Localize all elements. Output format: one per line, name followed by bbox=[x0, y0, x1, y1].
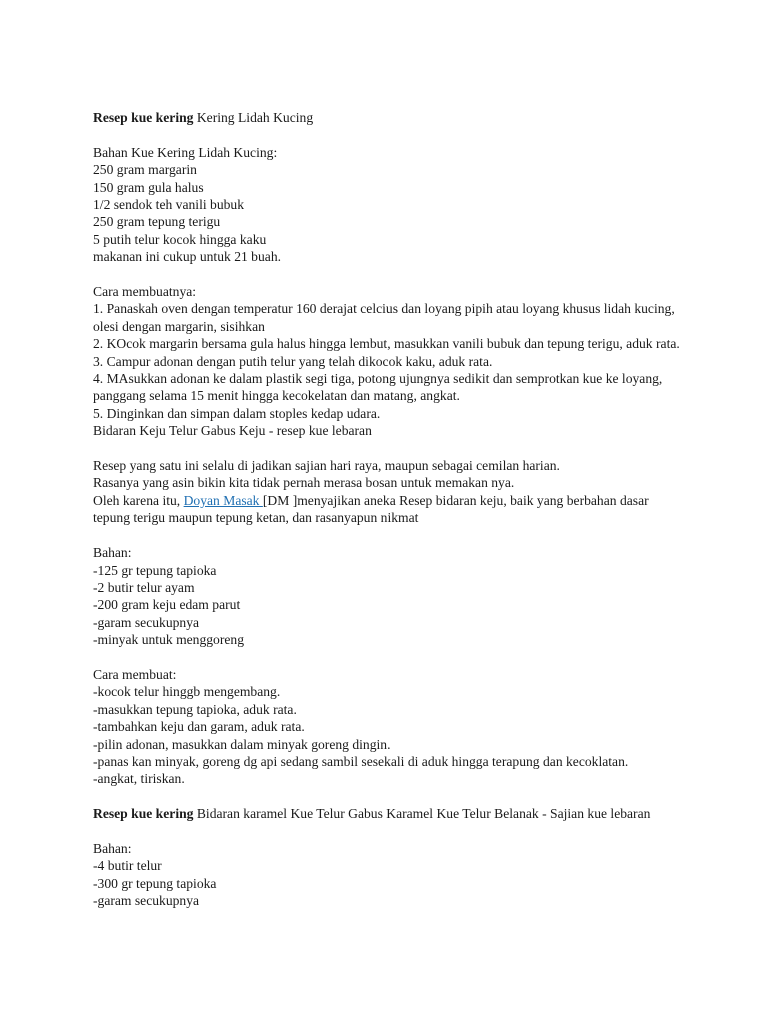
ingredients-title: Bahan: bbox=[93, 840, 132, 856]
ingredient-item: -125 gr tepung tapioka bbox=[93, 562, 217, 578]
recipe-heading: Bidaran Keju Telur Gabus Keju - resep kue lebaran bbox=[93, 423, 372, 439]
intro-text-after-link: [DM ]menyajikan aneka Resep bidaran keju, baik yang berbahan dasar tepung terigu maupun tepung ketan, dan rasanyapun nikmat bbox=[93, 492, 649, 526]
intro-text: Rasanya yang asin bikin kita tidak pernah merasa bosan untuk memakan nya. bbox=[93, 475, 515, 491]
step-item: -pilin adonan, masukkan dalam minyak goreng dingin. bbox=[93, 736, 391, 752]
recipe-heading bbox=[93, 805, 683, 822]
recipe-heading-bold: Resep kue kering bbox=[93, 110, 194, 125]
recipe-heading bbox=[93, 109, 683, 126]
step-item: 4. MAsukkan adonan ke dalam plastik segi tiga, potong ujungnya sedikit dan semprotkan kue ke loyang, panggang selama 15 menit hingga kecokelatan dan matang, angkat. bbox=[93, 371, 663, 404]
recipe-heading-rest: Bidaran karamel Kue Telur Gabus Karamel Kue Telur Belanak - Sajian kue lebaran bbox=[193, 806, 651, 822]
ingredient-item: makanan ini cukup untuk 21 buah. bbox=[93, 249, 282, 265]
step-item: -kocok telur hinggb mengembang. bbox=[93, 684, 281, 700]
step-item: 1. Panaskah oven dengan temperatur 160 derajat celcius dan loyang pipih atau loyang khusus lidah kucing, olesi dengan margarin, sisihkan bbox=[93, 301, 675, 334]
ingredient-item: 1/2 sendok teh vanili bubuk bbox=[93, 197, 245, 213]
ingredient-item: -4 butir telur bbox=[93, 858, 162, 874]
step-item: 3. Campur adonan dengan putih telur yang telah dikocok kaku, aduk rata. bbox=[93, 353, 493, 369]
ingredient-item: -2 butir telur ayam bbox=[93, 579, 195, 595]
step-item: -panas kan minyak, goreng dg api sedang sambil sesekali di aduk hingga terapung dan kecoklatan. bbox=[93, 753, 629, 769]
steps-title: Cara membuat: bbox=[93, 666, 177, 682]
ingredient-item: -300 gr tepung tapioka bbox=[93, 875, 217, 891]
step-item: -masukkan tepung tapioka, aduk rata. bbox=[93, 701, 297, 717]
spacer bbox=[93, 649, 683, 666]
step-item: 5. Dinginkan dan simpan dalam stoples kedap udara. bbox=[93, 405, 381, 421]
doyan-masak-link[interactable]: Doyan Masak bbox=[183, 492, 263, 508]
intro-text bbox=[93, 492, 683, 527]
ingredient-item: -minyak untuk menggoreng bbox=[93, 632, 245, 648]
ingredient-item: 150 gram gula halus bbox=[93, 179, 204, 195]
ingredient-item: 250 gram margarin bbox=[93, 162, 197, 178]
ingredient-item: -garam secukupnya bbox=[93, 893, 200, 909]
ingredients-title: Bahan Kue Kering Lidah Kucing: bbox=[93, 144, 278, 160]
intro-text-before-link: Oleh karena itu, bbox=[93, 492, 184, 508]
recipe-heading-rest: Kering Lidah Kucing bbox=[193, 110, 314, 125]
steps-title: Cara membuatnya: bbox=[93, 284, 197, 300]
spacer bbox=[93, 527, 683, 544]
spacer bbox=[93, 788, 683, 805]
spacer bbox=[93, 823, 683, 840]
recipe-heading-bold: Resep kue kering bbox=[93, 806, 194, 822]
ingredient-item: -garam secukupnya bbox=[93, 614, 200, 630]
spacer bbox=[93, 266, 683, 283]
intro-text: Resep yang satu ini selalu di jadikan sajian hari raya, maupun sebagai cemilan harian. bbox=[93, 458, 560, 474]
ingredient-item: 5 putih telur kocok hingga kaku bbox=[93, 231, 267, 247]
ingredient-item: 250 gram tepung terigu bbox=[93, 214, 221, 230]
document-page bbox=[93, 109, 683, 910]
spacer bbox=[93, 126, 683, 143]
step-item: 2. KOcok margarin bersama gula halus hingga lembut, masukkan vanili bubuk dan tepung terigu, aduk rata. bbox=[93, 336, 680, 352]
ingredient-item: -200 gram keju edam parut bbox=[93, 597, 241, 613]
ingredients-title: Bahan: bbox=[93, 545, 132, 561]
step-item: -angkat, tiriskan. bbox=[93, 771, 185, 787]
step-item: -tambahkan keju dan garam, aduk rata. bbox=[93, 719, 305, 735]
spacer bbox=[93, 440, 683, 457]
